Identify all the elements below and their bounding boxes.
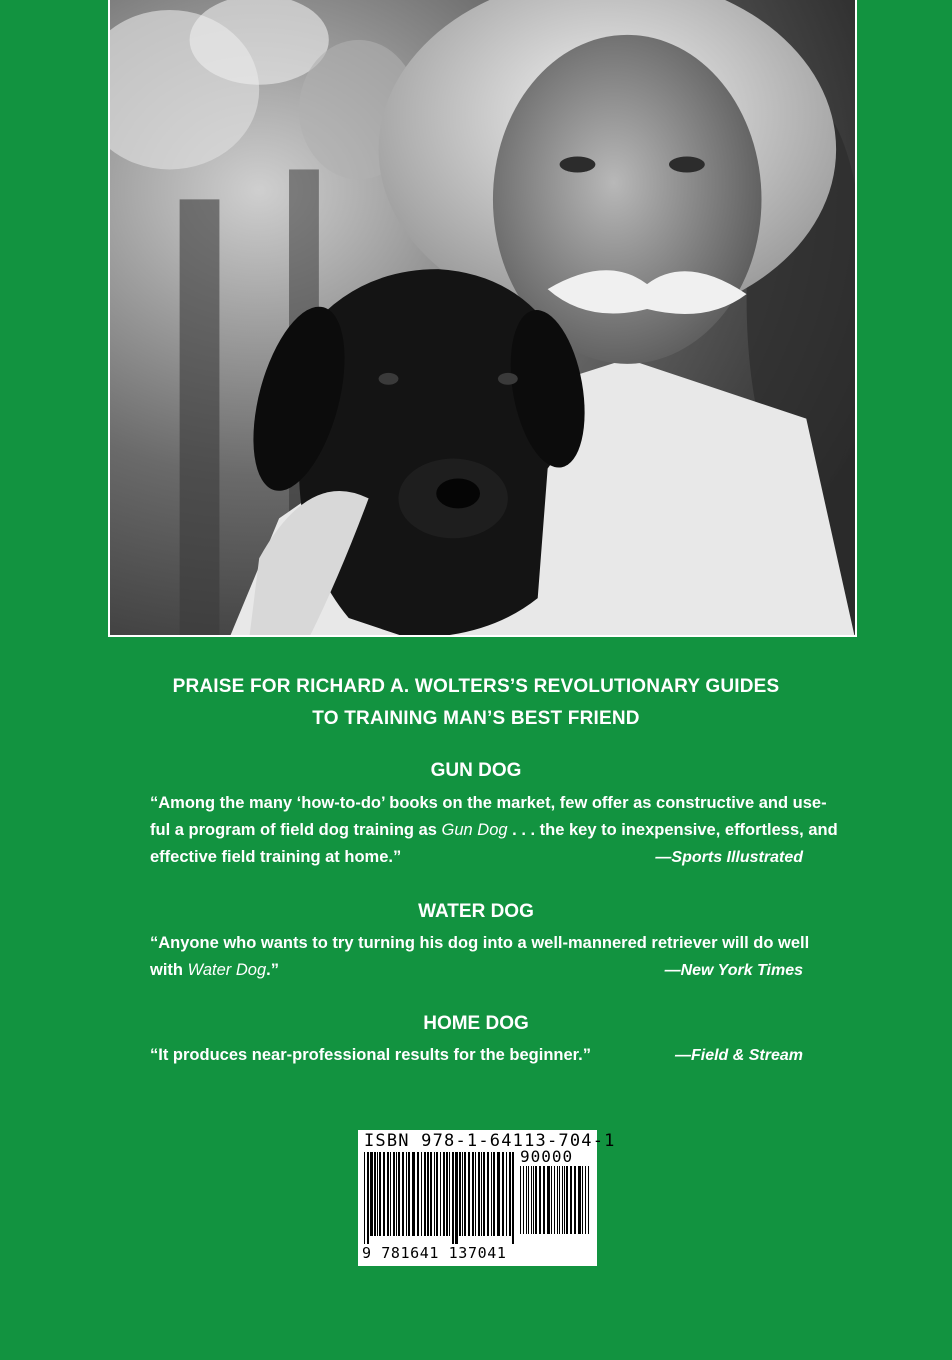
barcode-bar: [475, 1152, 476, 1236]
barcode-bar: [421, 1152, 422, 1236]
water-dog-attribution: —New York Times: [664, 962, 803, 979]
barcode-bar: [387, 1152, 389, 1236]
barcode-bar: [531, 1166, 532, 1234]
barcode-bar: [402, 1152, 404, 1236]
barcode-bar: [377, 1152, 378, 1236]
price-code: 90000: [520, 1147, 574, 1166]
barcode-bar: [497, 1152, 500, 1236]
barcode-bar: [452, 1152, 454, 1244]
barcode-bar: [427, 1152, 429, 1236]
addon-barcode-bars: [520, 1166, 592, 1242]
isbn-barcode: [358, 1130, 616, 1266]
home-dog-attribution: —Field & Stream: [674, 1047, 803, 1064]
barcode-bar: [566, 1166, 568, 1234]
barcode-bar: [379, 1152, 381, 1236]
barcode-bar: [564, 1166, 565, 1234]
barcode-bar: [436, 1152, 438, 1236]
water-dog-book-title: Water Dog: [187, 961, 267, 979]
barcode-bar: [547, 1166, 550, 1234]
barcode-bar: [526, 1166, 527, 1234]
ean-barcode-bars: [364, 1152, 516, 1244]
barcode-bar: [417, 1152, 419, 1236]
barcode-bar: [539, 1166, 541, 1234]
barcode-bar: [459, 1152, 461, 1236]
barcode-bar: [440, 1152, 441, 1236]
gun-dog-quote-line-1: “Among the many ‘how-to-do’ books on the market, few offer as constructive and use-: [150, 794, 827, 812]
barcode-bar: [491, 1152, 492, 1236]
barcode-bar: [543, 1166, 545, 1234]
gun-dog-quote-line-2-pre: ful a program of field dog training as: [150, 821, 442, 839]
barcode-bar: [455, 1152, 458, 1244]
barcode-bar: [578, 1166, 581, 1234]
praise-heading-line-2: TO TRAINING MAN’S BEST FRIEND: [312, 708, 640, 729]
barcode-bar: [393, 1152, 395, 1236]
barcode-bar: [487, 1152, 489, 1236]
barcode-bar: [588, 1166, 589, 1234]
barcode-bar: [478, 1152, 480, 1236]
water-dog-quote-line-1: “Anyone who wants to try turning his dog into a well-mannered retriever will do well: [150, 934, 810, 952]
barcode-bar: [502, 1152, 504, 1236]
barcode-bar: [559, 1166, 560, 1234]
barcode-bar: [483, 1152, 485, 1236]
barcode-bar: [443, 1152, 445, 1236]
barcode-bar: [446, 1152, 448, 1236]
author-photo: [108, 0, 857, 637]
barcode-bar: [493, 1152, 495, 1236]
barcode-bar: [582, 1166, 583, 1234]
barcode-bar: [434, 1152, 435, 1236]
barcode-bar: [585, 1166, 586, 1234]
barcode-bar: [364, 1152, 365, 1244]
barcode-bar: [557, 1166, 558, 1234]
barcode-bar: [374, 1152, 376, 1236]
barcode-bar: [462, 1152, 463, 1236]
barcode-bar: [520, 1166, 521, 1234]
barcode-bar: [449, 1152, 450, 1236]
barcode-bar: [472, 1152, 474, 1236]
barcode-bar: [551, 1166, 552, 1234]
barcode-bar: [367, 1152, 369, 1244]
barcode-bar: [570, 1166, 572, 1234]
barcode-bar: [481, 1152, 482, 1236]
gun-dog-title: GUN DOG: [430, 760, 522, 781]
barcode-bar: [370, 1152, 373, 1236]
water-dog-quote-line-2-post: .”: [266, 961, 279, 979]
gun-dog-quote-line-3: effective field training at home.”: [150, 848, 402, 866]
barcode-bar: [535, 1166, 537, 1234]
praise-heading: [0, 671, 952, 735]
barcode-bar: [562, 1166, 563, 1234]
gun-dog-quote-line-2-post: . . . the key to inexpensive, effortless, and: [507, 821, 838, 839]
home-dog-quote-line-1: “It produces near-professional results for the beginner.”: [150, 1046, 592, 1064]
barcode-bar: [396, 1152, 397, 1236]
barcode-bar: [554, 1166, 555, 1234]
barcode-bar: [468, 1152, 470, 1236]
water-dog-title: WATER DOG: [418, 901, 534, 922]
isbn-number: ISBN 978-1-64113-704-1: [364, 1131, 616, 1151]
barcode-bar: [528, 1166, 529, 1234]
home-dog-title: HOME DOG: [423, 1013, 529, 1034]
barcode-bar: [509, 1152, 511, 1236]
barcode-bar: [398, 1152, 400, 1236]
barcode-bar: [424, 1152, 426, 1236]
barcode-bar: [408, 1152, 410, 1236]
barcode-bar: [506, 1152, 507, 1236]
barcode-bar: [406, 1152, 407, 1236]
gun-dog-attribution: —Sports Illustrated: [655, 849, 803, 866]
gun-dog-book-title: Gun Dog: [441, 821, 508, 839]
barcode-bar: [464, 1152, 466, 1236]
barcode-bar: [523, 1166, 524, 1234]
barcode-bar: [512, 1152, 514, 1244]
barcode-bar: [412, 1152, 415, 1236]
barcode-digits: 9 781641 137041: [362, 1244, 507, 1262]
barcode-bar: [533, 1166, 534, 1234]
barcode-bar: [430, 1152, 432, 1236]
barcode-bar: [574, 1166, 576, 1234]
barcode-bar: [383, 1152, 385, 1236]
praise-heading-line-1: PRAISE FOR RICHARD A. WOLTERS’S REVOLUTIONARY GUIDES: [172, 676, 780, 697]
barcode-bar: [390, 1152, 391, 1236]
gun-dog-quote-line-2: [150, 820, 838, 840]
water-dog-quote-line-2-pre: with: [150, 961, 188, 979]
author-with-puppy-photo-icon: [110, 0, 855, 635]
